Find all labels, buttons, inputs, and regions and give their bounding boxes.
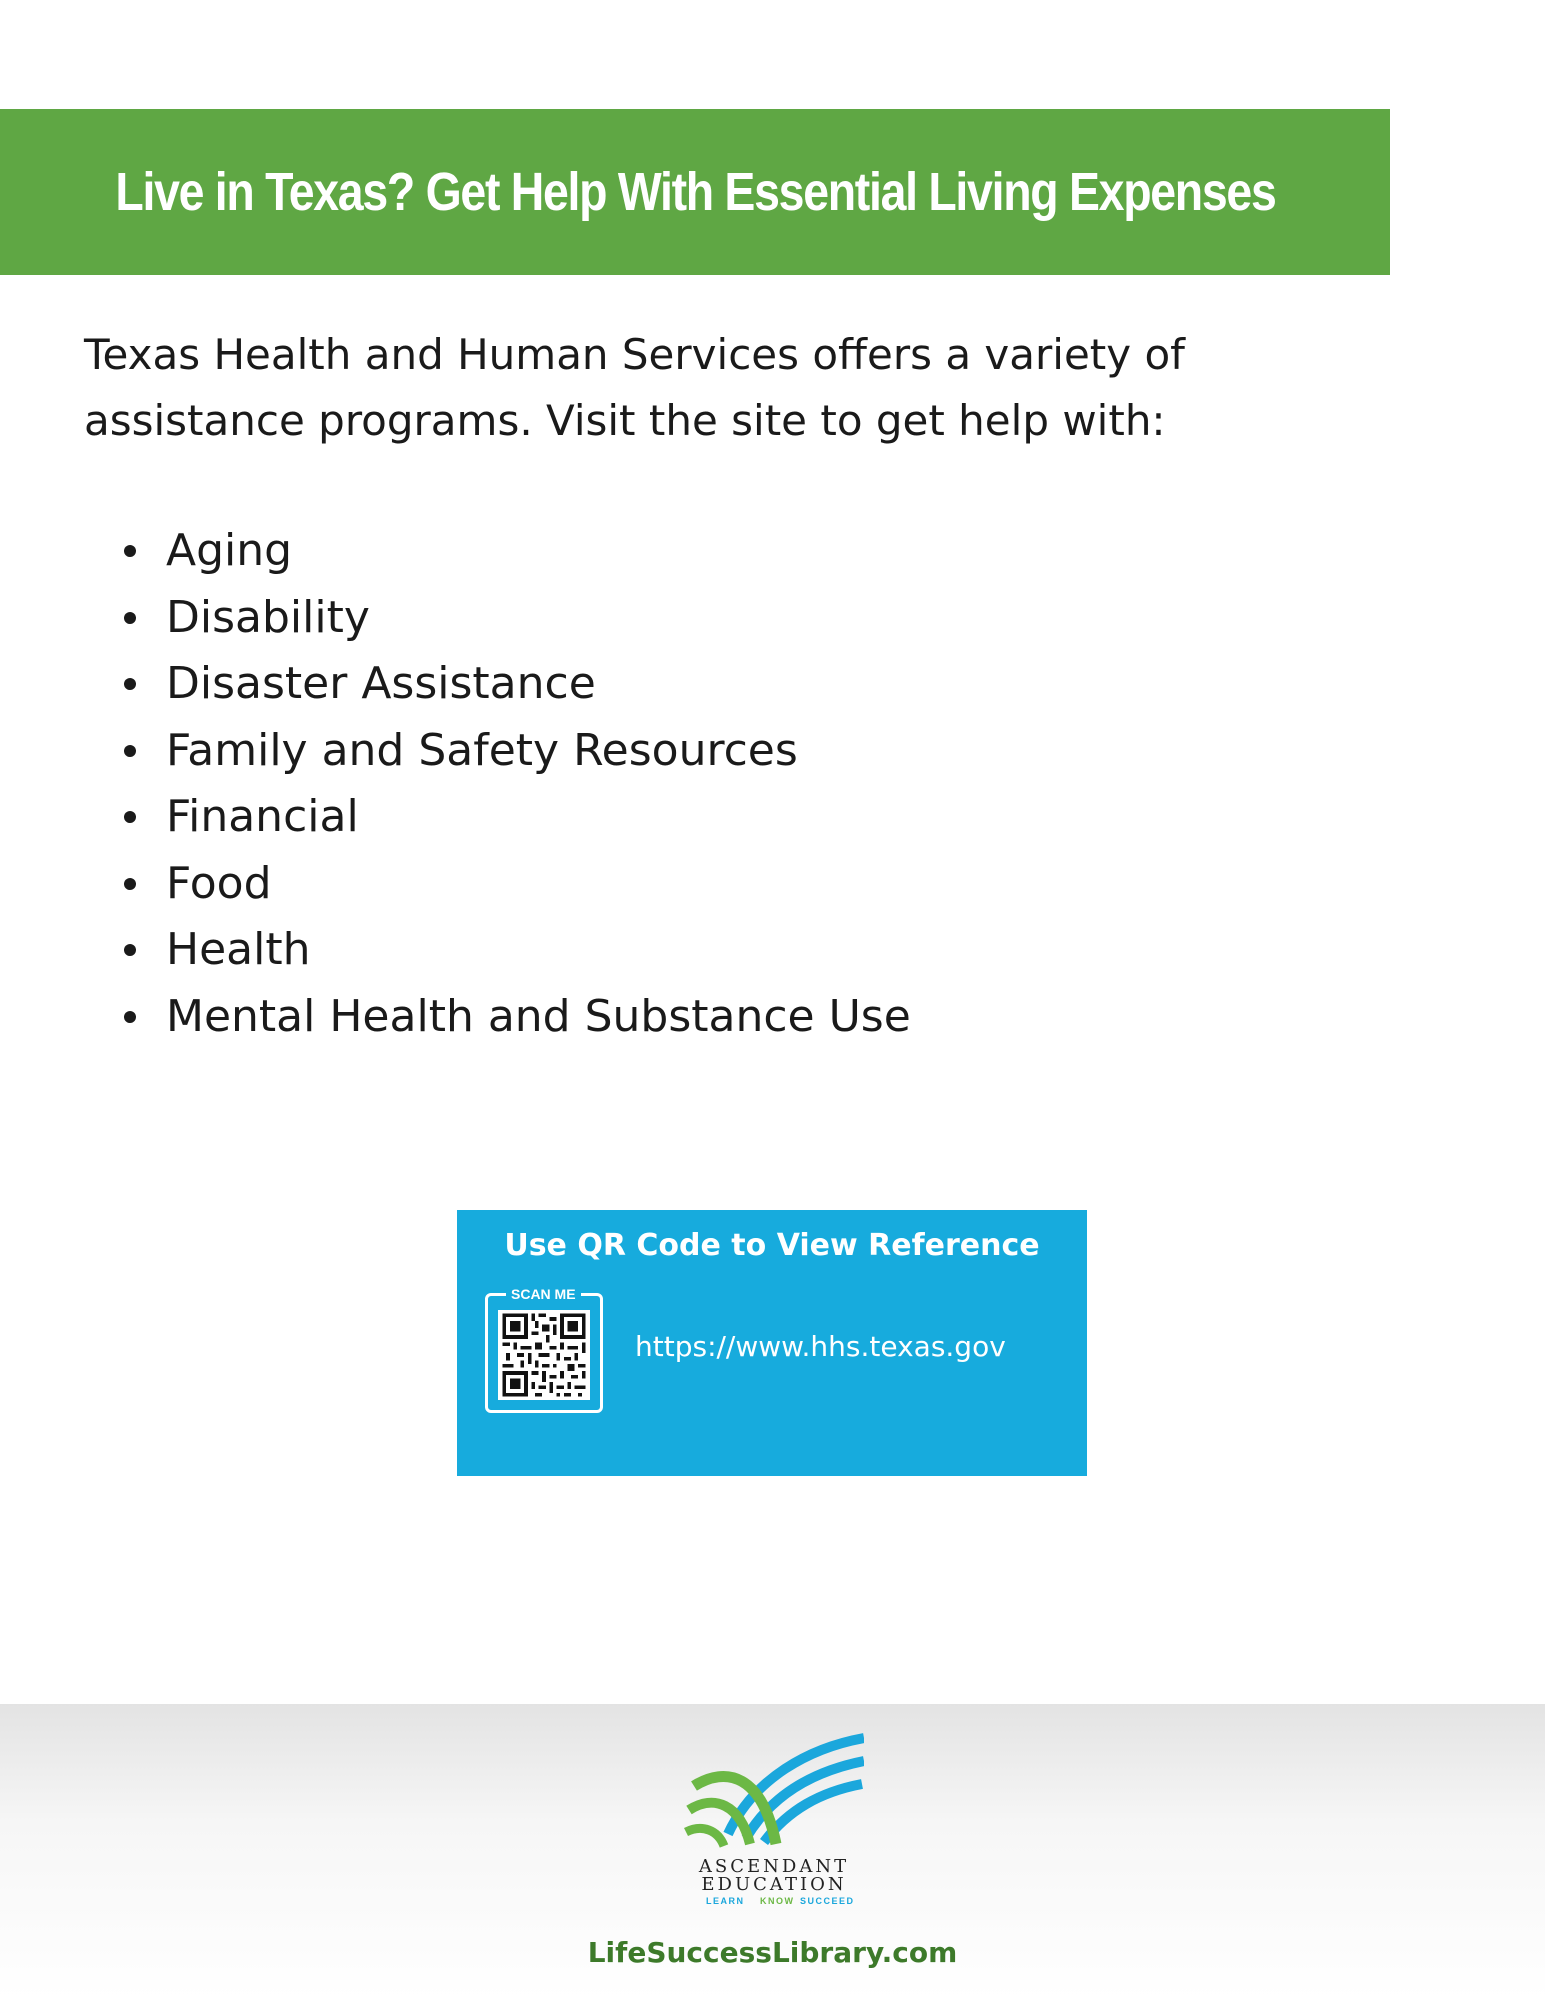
qr-frame [485, 1286, 603, 1413]
logo-tag-succeed: SUCCEED [800, 1896, 855, 1906]
list-item-disability: Disability [84, 585, 911, 652]
reference-url-link[interactable]: https://www.hhs.texas.gov [635, 1330, 1006, 1363]
list-item-health: Health [84, 917, 911, 984]
footer-website-link[interactable]: LifeSuccessLibrary.com [587, 1936, 958, 1969]
intro-paragraph: Texas Health and Human Services offers a variety of assistance programs. Visit the site to get help with: [84, 330, 1185, 445]
header-banner [0, 109, 1390, 275]
bullet-icon [124, 878, 136, 890]
list-item-mental-health: Mental Health and Substance Use [84, 984, 911, 1051]
page-footer [0, 1704, 1545, 1999]
bullet-icon [124, 678, 136, 690]
list-item-financial: Financial [84, 784, 911, 851]
bullet-icon [124, 1011, 136, 1023]
list-item-aging: Aging [84, 518, 911, 585]
bullet-icon [124, 811, 136, 823]
bullet-icon [124, 545, 136, 557]
help-topics-list [84, 518, 911, 1050]
bullet-icon [124, 612, 136, 624]
logo-line1: ASCENDANT [698, 1856, 850, 1877]
ascendant-education-logo [684, 1726, 864, 1914]
logo-tag-learn: LEARN [706, 1896, 745, 1906]
list-item-disaster-assistance: Disaster Assistance [84, 651, 911, 718]
qr-heading: Use QR Code to View Reference [504, 1228, 1040, 1263]
page-title: Live in Texas? Get Help With Essential Living Expenses [114, 162, 1276, 222]
scan-me-label: SCAN ME [506, 1285, 581, 1303]
qr-reference-box [457, 1210, 1087, 1476]
list-item-family-safety: Family and Safety Resources [84, 718, 911, 785]
qr-code-icon[interactable] [498, 1310, 590, 1400]
bullet-icon [124, 944, 136, 956]
logo-tag-know: KNOW [760, 1896, 795, 1906]
list-item-food: Food [84, 851, 911, 918]
bullet-icon [124, 745, 136, 757]
logo-line2: EDUCATION [701, 1874, 847, 1895]
